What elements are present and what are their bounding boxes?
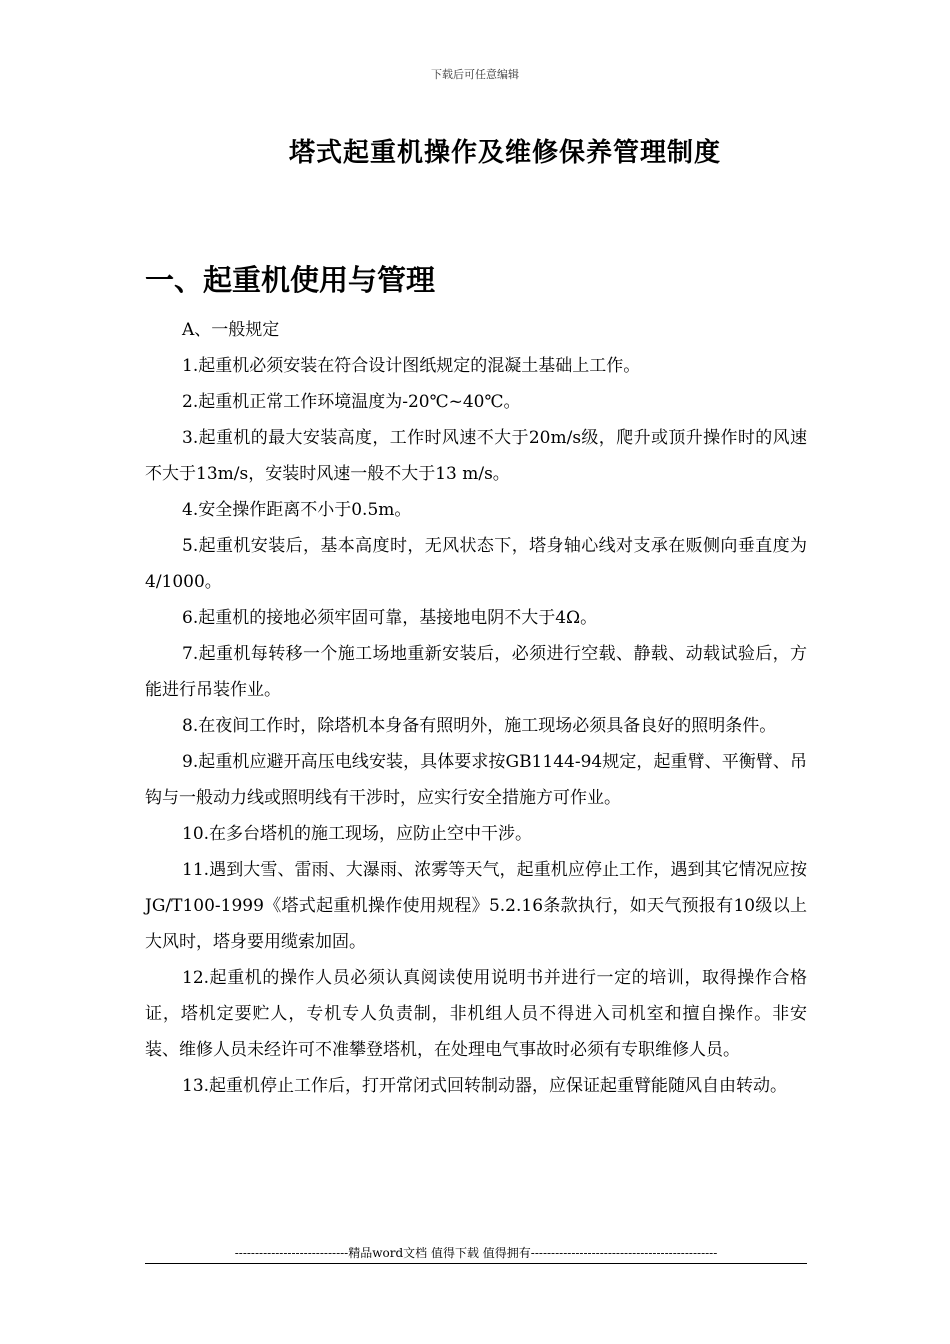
rule-paragraph: 7.起重机每转移一个施工场地重新安装后，必须进行空载、静载、动载试验后，方能进行吊装作业。 <box>145 644 807 700</box>
section-body <box>145 312 807 1104</box>
rule-paragraph: 4.安全操作距离不小于0.5m。 <box>182 500 412 520</box>
rule-paragraph: 13.起重机停止工作后，打开常闭式回转制动器，应保证起重臂能随风自由转动。 <box>182 1076 788 1096</box>
rule-paragraph: 10.在多台塔机的施工现场，应防止空中干涉。 <box>182 824 533 844</box>
rule-paragraph: 6.起重机的接地必须牢固可靠，基接地电阴不大于4Ω。 <box>182 608 598 628</box>
rule-paragraph: 12.起重机的操作人员必须认真阅读使用说明书并进行一定的培训，取得操作合格证，塔机定要贮人，专机专人负责制，非机组人员不得进入司机室和擅自操作。非安装、维修人员未经许可不准攀登塔机，在处理电气事故时必须有专职维修人员。 <box>145 968 807 1060</box>
footer-text: ----------------------------精品word文档 值得下载 值得拥有---------------------------------------------- <box>234 1246 718 1260</box>
document-title: 塔式起重机操作及维修保养管理制度 <box>288 138 721 168</box>
rule-paragraph: 9.起重机应避开高压电线安装，具体要求按GB1144-94规定，起重臂、平衡臂、吊钩与一般动力线或照明线有干涉时，应实行安全措施方可作业。 <box>145 752 807 808</box>
header-note: 下载后可任意编辑 <box>431 68 519 81</box>
rule-paragraph: 11.遇到大雪、雷雨、大瀑雨、浓雾等天气，起重机应停止工作，遇到其它情况应按JG/T100-1999《塔式起重机操作使用规程》5.2.16条款执行，如天气预报有10级以上大风时，塔身要用缆索加固。 <box>145 860 807 952</box>
rule-paragraph: 2.起重机正常工作环境温度为-20℃~40℃。 <box>182 392 521 412</box>
rule-paragraph: 1.起重机必须安装在符合设计图纸规定的混凝土基础上工作。 <box>182 356 641 376</box>
rule-paragraph: 3.起重机的最大安装高度，工作时风速不大于20m/s级，爬升或顶升操作时的风速不大于13m/s，安装时风速一般不大于13 m/s。 <box>145 428 807 484</box>
rule-paragraph: 8.在夜间工作时，除塔机本身备有照明外，施工现场必须具备良好的照明条件。 <box>182 716 777 736</box>
footer-divider <box>145 1263 807 1264</box>
rule-paragraph: 5.起重机安装后，基本高度时，无风状态下，塔身轴心线对支承在贩侧向垂直度为4/1000。 <box>145 536 807 592</box>
subsection-label: A、一般规定 <box>182 320 280 340</box>
section-heading: 一、起重机使用与管理 <box>145 263 436 297</box>
